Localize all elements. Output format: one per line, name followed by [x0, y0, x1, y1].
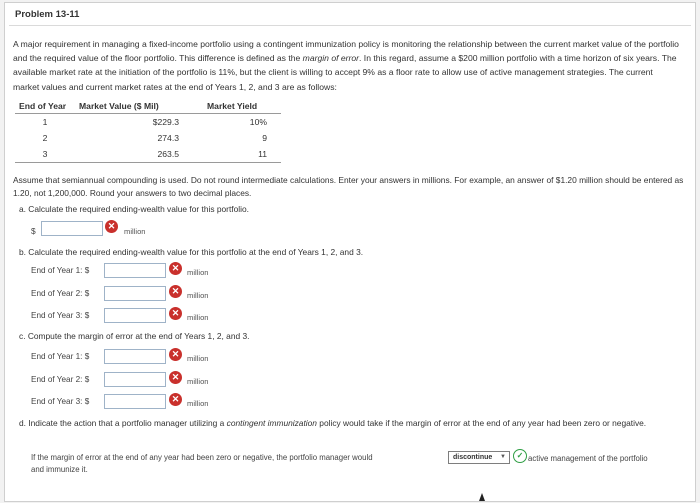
- part-b-input-year-2[interactable]: [104, 286, 166, 301]
- table-cell: 9: [262, 133, 267, 143]
- x-circle-icon: ✕: [169, 262, 182, 275]
- part-a-unit: million: [124, 227, 146, 236]
- part-b-unit-year-2: million: [187, 291, 209, 300]
- chevron-down-icon: ▼: [500, 454, 506, 460]
- part-c-question: c. Compute the margin of error at the end of Years 1, 2, and 3.: [19, 331, 250, 341]
- part-d-sentence-start: If the margin of error at the end of any year had been zero or negative, the portfolio manager would: [31, 453, 373, 462]
- part-a-question: a. Calculate the required ending-wealth value for this portfolio.: [19, 204, 249, 214]
- part-c-label-year-2: End of Year 2: $: [31, 375, 90, 384]
- x-circle-icon: ✕: [169, 348, 182, 361]
- action-select[interactable]: [448, 451, 510, 464]
- part-c-unit-year-1: million: [187, 354, 209, 363]
- intro-italic: margin of error: [302, 53, 360, 64]
- market-table: [15, 101, 281, 163]
- part-c-input-year-2[interactable]: [104, 372, 166, 387]
- part-d-sentence-end: active management of the portfolio: [528, 454, 648, 463]
- table-cell: 10%: [249, 117, 267, 127]
- table-row: [15, 130, 281, 146]
- part-c-input-year-1[interactable]: [104, 349, 166, 364]
- x-circle-icon: ✕: [169, 285, 182, 298]
- intro-text-2: . In this regard, assume a $200 million portfolio with a time horizon of six years. The available market rate at the initiation of the portfolio is 11%, but the client is willing to accept 9% as a floor rate to allow use of active management strategies. The current market values and current market rates at the end of Years 1, 2, and 3 are as follows:: [13, 53, 677, 92]
- x-circle-icon: ✕: [169, 371, 182, 384]
- table-row: [15, 146, 281, 163]
- part-c-unit-year-3: million: [187, 399, 209, 408]
- header-market-value: Market Value ($ Mil): [75, 101, 203, 114]
- table-header-row: [15, 101, 281, 114]
- check-circle-icon: ✓: [513, 449, 527, 463]
- part-d-question: [19, 417, 679, 430]
- table-cell: 1: [42, 117, 48, 127]
- part-a-dollar: $: [31, 226, 36, 236]
- part-b-question: b. Calculate the required ending-wealth value for this portfolio at the end of Years 1, 2, and 3.: [19, 247, 364, 257]
- table-cell: $229.3: [152, 117, 179, 127]
- part-d-sentence-end-2: and immunize it.: [31, 465, 88, 474]
- part-a-input[interactable]: [41, 221, 103, 236]
- table-row: [15, 114, 281, 131]
- table-cell: 263.5: [75, 146, 203, 163]
- part-b-input-year-3[interactable]: [104, 308, 166, 323]
- mouse-cursor: [479, 493, 485, 501]
- header-market-yield: Market Yield: [203, 101, 281, 114]
- header-end-of-year: End of Year: [15, 101, 75, 114]
- part-c-label-year-1: End of Year 1: $: [31, 352, 90, 361]
- problem-page: [4, 2, 696, 502]
- part-d-text-2: policy would take if the margin of error at the end of any year had been zero or negative.: [316, 418, 647, 428]
- part-b-unit-year-1: million: [187, 268, 209, 277]
- problem-title: Problem 13-11: [15, 9, 80, 20]
- part-d-text-1: d. Indicate the action that a portfolio manager utilizing a: [19, 418, 227, 428]
- table-cell: 274.3: [157, 133, 179, 143]
- table-cell: 11: [203, 146, 281, 163]
- part-b-unit-year-3: million: [187, 313, 209, 322]
- title-divider: [9, 25, 691, 26]
- action-select-value: discontinue: [453, 454, 493, 461]
- part-b-label-year-3: End of Year 3: $: [31, 311, 90, 320]
- table-cell: 3: [15, 146, 75, 163]
- intro-text-1: A major requirement in managing a fixed-income portfolio using a contingent immunization policy is monitoring the relationship between the current market value of the portfolio and the required value of the floor portfolio. This difference is defined as the: [13, 39, 679, 64]
- table-cell: 2: [42, 133, 48, 143]
- part-c-unit-year-2: million: [187, 377, 209, 386]
- part-b-input-year-1[interactable]: [104, 263, 166, 278]
- part-c-label-year-3: End of Year 3: $: [31, 397, 90, 406]
- part-d-italic: contingent immunization: [226, 418, 317, 428]
- part-c-input-year-3[interactable]: [104, 394, 166, 409]
- part-b-label-year-1: End of Year 1: $: [31, 266, 90, 275]
- part-b-label-year-2: End of Year 2: $: [31, 289, 90, 298]
- problem-intro: [13, 37, 681, 94]
- instructions-note: Assume that semiannual compounding is used. Do not round intermediate calculations. Enter your answers in millions. For example, an answer of $1.20 million should be entered as 1.20, not 1,200,000. Round your answers to two decimal places.: [13, 175, 684, 198]
- x-circle-icon: ✕: [169, 393, 182, 406]
- x-circle-icon: ✕: [105, 220, 118, 233]
- x-circle-icon: ✕: [169, 307, 182, 320]
